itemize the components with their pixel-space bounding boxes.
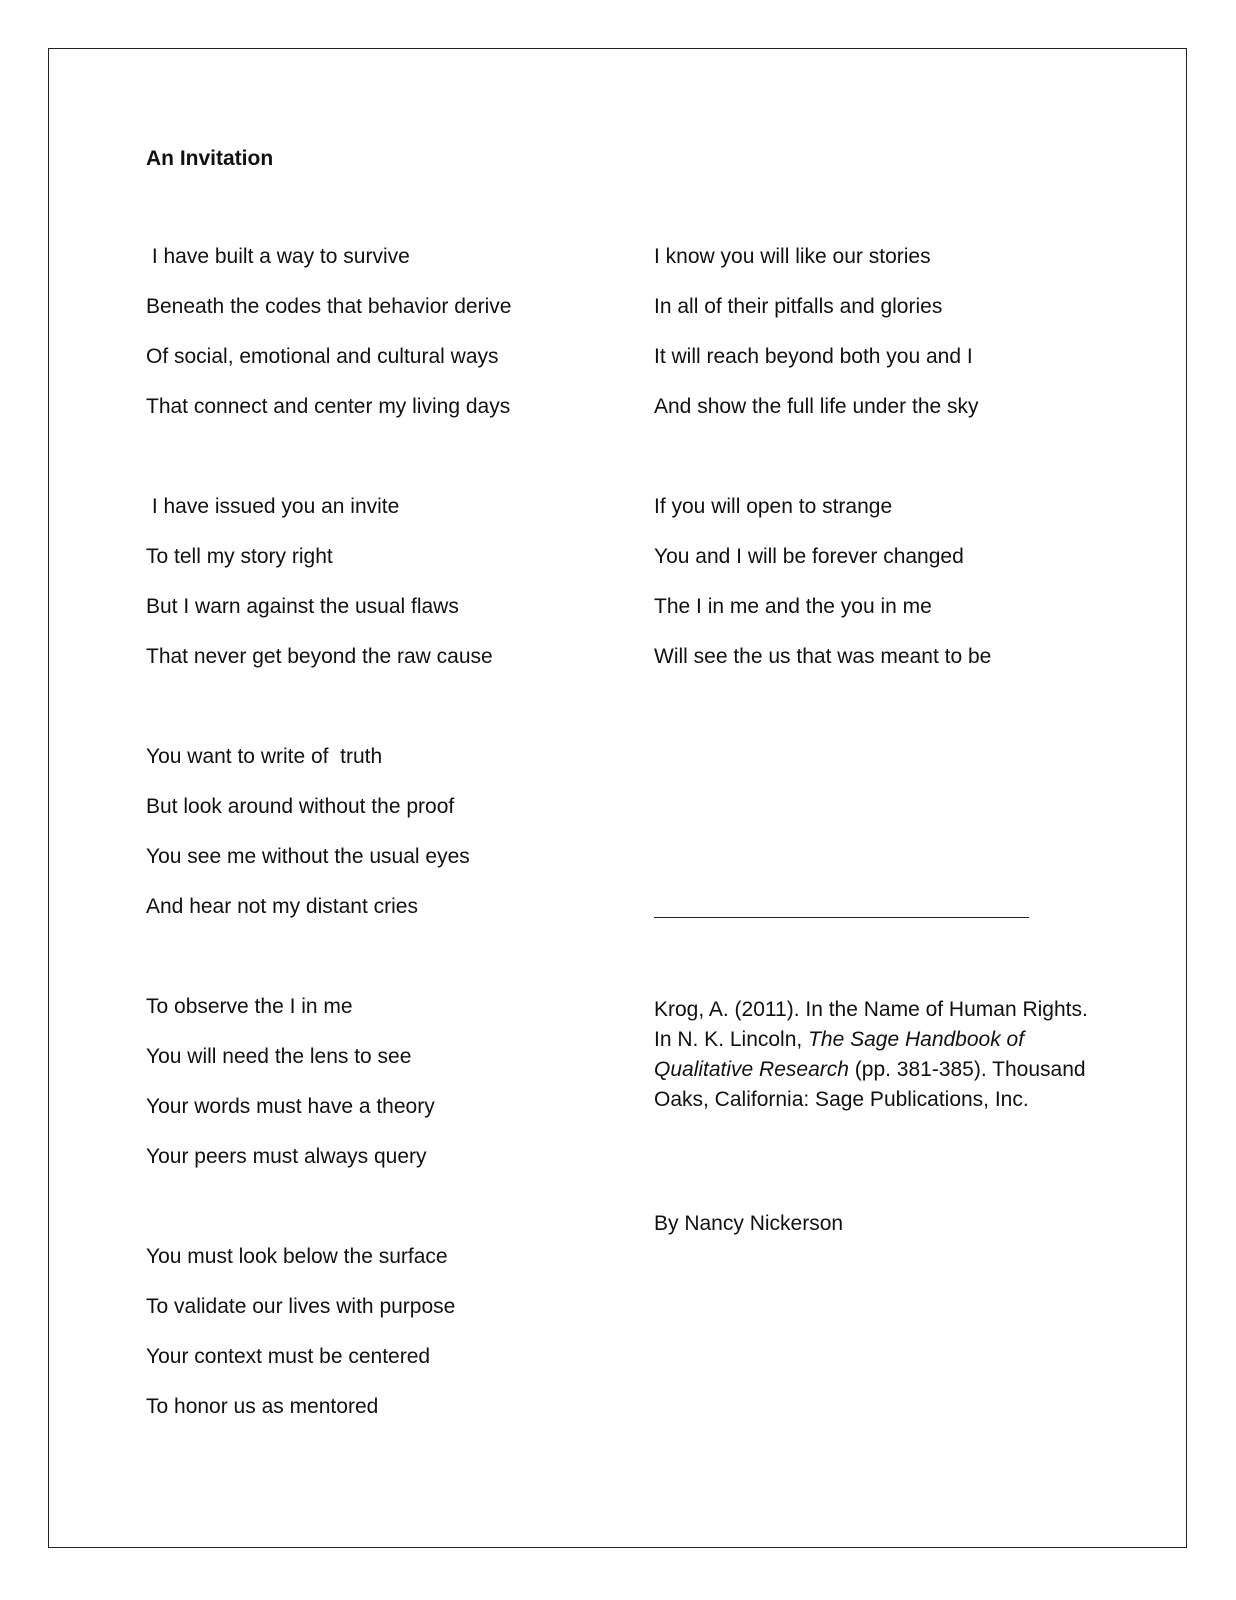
poem-line: And show the full life under the sky (654, 395, 979, 418)
poem-line: That never get beyond the raw cause (146, 645, 493, 668)
poem-line: Beneath the codes that behavior derive (146, 295, 512, 318)
stanza (146, 996, 626, 1196)
poem-line: You and I will be forever changed (654, 545, 964, 568)
citation (654, 995, 1094, 1115)
stanza (146, 1246, 626, 1446)
author-byline: By Nancy Nickerson (654, 1212, 844, 1235)
poem-line: And hear not my distant cries (146, 895, 418, 918)
poem-line: The I in me and the you in me (654, 595, 932, 618)
poem-line: You see me without the usual eyes (146, 845, 470, 868)
citation-text: (pp. 381-385). Thousand Oaks, California: Sage Publications, Inc. (654, 1058, 1086, 1111)
stanza (146, 246, 626, 446)
poem-line: I know you will like our stories (654, 245, 931, 268)
poem-line: I have built a way to survive (146, 245, 410, 268)
poem-line: Your words must have a theory (146, 1095, 435, 1118)
poem-line: Your context must be centered (146, 1345, 431, 1368)
poem-line: To tell my story right (146, 545, 333, 568)
poem-line: Your peers must always query (146, 1145, 427, 1168)
right-column (654, 246, 1134, 746)
stanza (146, 746, 626, 946)
poem-title: An Invitation (146, 147, 274, 170)
poem-line: If you will open to strange (654, 495, 893, 518)
poem-line: You want to write of truth (146, 745, 383, 768)
poem-line: In all of their pitfalls and glories (654, 295, 943, 318)
stanza (654, 496, 1134, 696)
poem-line: It will reach beyond both you and I (654, 345, 973, 368)
poem-line: Will see the us that was meant to be (654, 645, 992, 668)
stanza (654, 246, 1134, 446)
signature-rule (654, 917, 1029, 918)
poem-line: To observe the I in me (146, 995, 353, 1018)
stanza (146, 496, 626, 696)
poem-line: To validate our lives with purpose (146, 1295, 456, 1318)
poem-line: Of social, emotional and cultural ways (146, 345, 499, 368)
poem-line: You must look below the surface (146, 1245, 448, 1268)
poem-line: But I warn against the usual flaws (146, 595, 459, 618)
citation-text: Krog, A. (2011). In the Name of Human Rights. In N. K. Lincoln, (654, 998, 1088, 1051)
poem-line: That connect and center my living days (146, 395, 511, 418)
left-column (146, 246, 626, 1496)
poem-line: To honor us as mentored (146, 1395, 379, 1418)
citation-book-title: The Sage Handbook of Qualitative Research (654, 1028, 1025, 1081)
poem-line: You will need the lens to see (146, 1045, 412, 1068)
poem-line: But look around without the proof (146, 795, 455, 818)
poem-line: I have issued you an invite (146, 495, 400, 518)
